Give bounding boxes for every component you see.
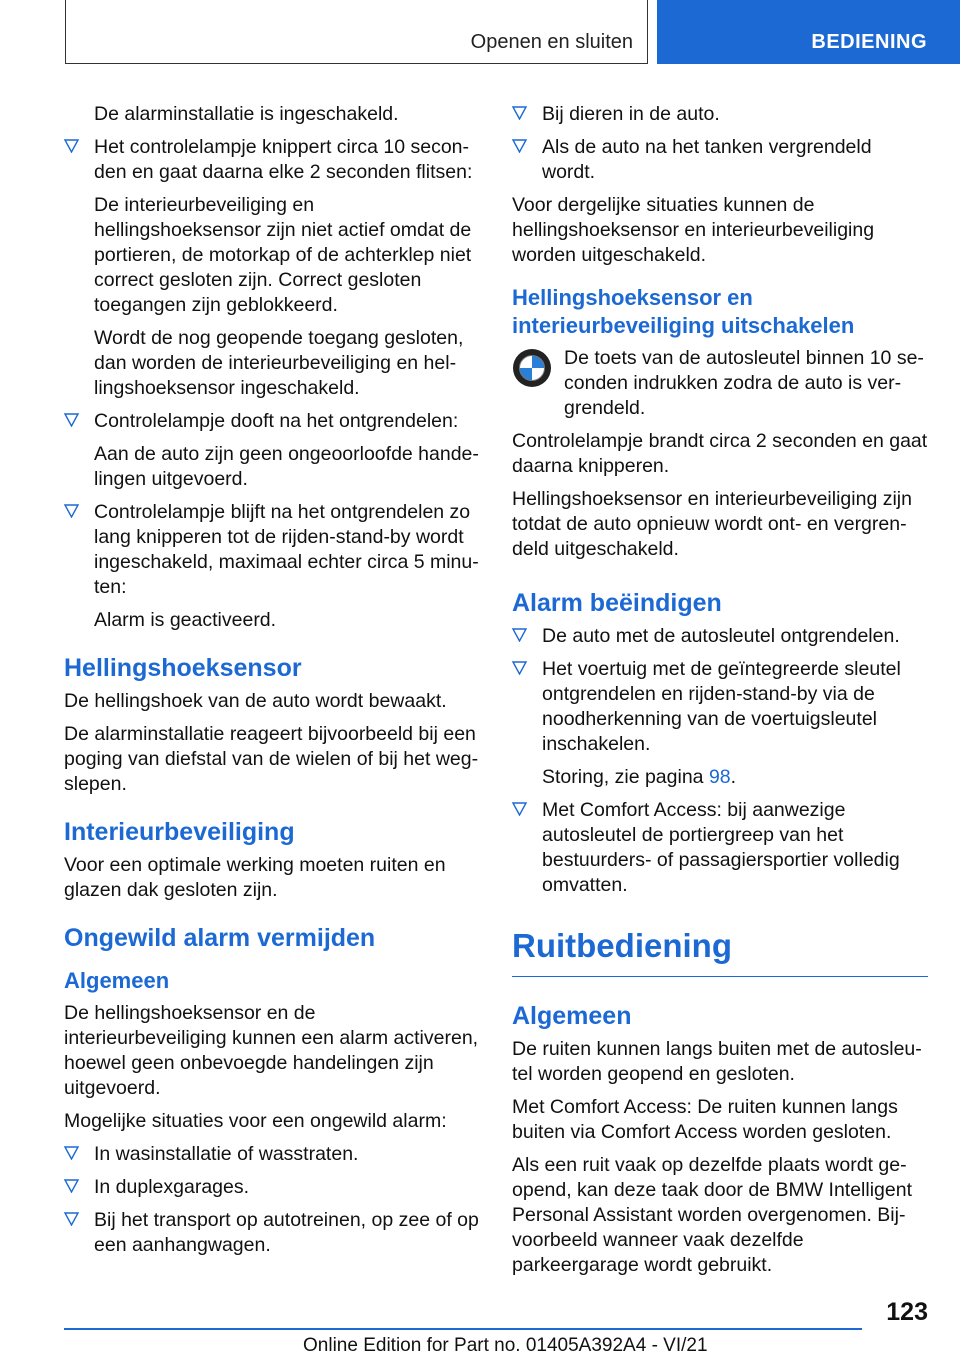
- chapter-title: BEDIENING: [811, 31, 927, 53]
- list-item: [512, 102, 928, 127]
- paragraph: Mogelijke situaties voor een ongewild alarm:: [64, 1110, 447, 1132]
- section-title: Openen en sluiten: [470, 31, 633, 53]
- triangle-bullet-icon: [512, 628, 527, 642]
- heading-tilt-sensor: Hellingshoeksensor: [64, 654, 302, 682]
- list-item-text: Het controlelampje knippert circa 10 seconden en gaat daarna elke 2 seconden flitsen:: [94, 136, 473, 183]
- paragraph: Met Comfort Access: De ruiten kunnen langs buiten via Comfort Access worden gesloten.: [512, 1096, 898, 1143]
- triangle-bullet-icon: [64, 1179, 79, 1193]
- edition-text: Online Edition for Part no. 01405A392A4 - VI/21: [303, 1335, 708, 1356]
- heading-general: Algemeen: [512, 1002, 632, 1030]
- paragraph: Als een ruit vaak op dezelfde plaats wordt geopend, kan deze taak door de BMW Intelligent Personal Assistant worden overgenomen. Bijvoorbeeld wanneer vaak dezelfde parkeergarage wordt gebruikt.: [512, 1154, 912, 1276]
- paragraph: Voor een optimale werking moeten ruiten en glazen dak gesloten zijn.: [64, 854, 446, 901]
- triangle-bullet-icon: [512, 802, 527, 816]
- paragraph: Wordt de nog geopende toegang gesloten, dan worden de interieurbeveiliging en hellingshoeksensor ingeschakeld.: [94, 327, 464, 399]
- paragraph: Alarm is geactiveerd.: [94, 609, 277, 631]
- list-item-text: De auto met de autosleutel ontgrendelen.: [542, 625, 900, 647]
- list-item-text: Als de auto na het tanken vergrendeld wordt.: [542, 136, 872, 183]
- reference-suffix: .: [730, 766, 737, 788]
- list-item: [64, 1175, 480, 1200]
- paragraph: De interieurbeveiliging en hellingshoeksensor zijn niet actief omdat de portieren, de motorkap of de achterklep niet correct gesloten zijn. Correct gesloten toegangen zijn geblokkeerd.: [94, 194, 472, 316]
- list-item-text: Bij dieren in de auto.: [542, 103, 720, 125]
- triangle-bullet-icon: [64, 413, 79, 427]
- list-item: [64, 500, 480, 600]
- left-column: [64, 102, 480, 1266]
- page-link[interactable]: 98: [708, 766, 731, 788]
- paragraph: Voor dergelijke situaties kunnen de hellingshoeksensor en interieurbeveiliging worden uitgeschakeld.: [512, 194, 875, 266]
- logo-paragraph: [512, 346, 928, 421]
- paragraph: Controlelampje brandt circa 2 seconden en gaat daarna knipperen.: [512, 430, 928, 477]
- triangle-bullet-icon: [512, 106, 527, 120]
- header-section-tab: [65, 0, 648, 64]
- list-item: [512, 798, 928, 898]
- heading-avoid-unwanted-alarm: Ongewild alarm vermijden: [64, 924, 376, 952]
- triangle-bullet-icon: [512, 139, 527, 153]
- list-item: [512, 657, 928, 757]
- page-number: 123: [886, 1298, 928, 1326]
- list-item-text: In wasinstallatie of wasstraten.: [94, 1143, 359, 1165]
- list-item-text: Het voertuig met de geïntegreerde sleutel ontgrendelen en rijden-stand-by via de noodherkenning van de voertuigsleutel inschakelen.: [542, 658, 901, 755]
- paragraph: Aan de auto zijn geen ongeoorloofde handelingen uitgevoerd.: [94, 443, 479, 490]
- heading-end-alarm: Alarm beëindigen: [512, 589, 722, 617]
- heading-window-operation: Ruitbediening: [512, 926, 928, 977]
- paragraph: [542, 765, 928, 790]
- paragraph: De alarminstallatie is ingeschakeld.: [94, 103, 399, 125]
- reference-text: Storing, zie pagina: [542, 766, 709, 788]
- list-item-text: In duplexgarages.: [94, 1176, 250, 1198]
- list-item-text: Controlelampje blijft na het ontgrendelen zo lang knipperen tot de rijden-stand-by wordt ingeschakeld, maximaal echter circa 5 minuten:: [94, 501, 479, 598]
- list-item: [64, 409, 480, 434]
- bmw-logo-icon: [512, 348, 552, 388]
- list-item-text: Controlelampje dooft na het ontgrendelen:: [94, 410, 459, 432]
- heading-general: Algemeen: [64, 968, 170, 993]
- list-item: [512, 624, 928, 649]
- header-chapter-tab: [657, 0, 960, 64]
- triangle-bullet-icon: [64, 1212, 79, 1226]
- paragraph: De toets van de autosleutel binnen 10 seconden indrukken zodra de auto is vergrendeld.: [564, 347, 924, 419]
- list-item: [64, 135, 480, 185]
- triangle-bullet-icon: [512, 661, 527, 675]
- triangle-bullet-icon: [64, 504, 79, 518]
- paragraph: De hellingshoek van de auto wordt bewaakt.: [64, 690, 447, 712]
- list-item: [512, 135, 928, 185]
- paragraph: De ruiten kunnen langs buiten met de autosleutel worden geopend en gesloten.: [512, 1038, 922, 1085]
- paragraph: Hellingshoeksensor en interieurbeveiliging zijn totdat de auto opnieuw wordt ont- en vergrendeld uitgeschakeld.: [512, 488, 912, 560]
- list-item-text: Bij het transport op autotreinen, op zee of op een aanhangwagen.: [94, 1209, 479, 1256]
- list-item: [64, 1208, 480, 1258]
- heading-switch-off: Hellingshoeksensor en interieurbeveiliging uitschakelen: [512, 285, 855, 338]
- triangle-bullet-icon: [64, 1146, 79, 1160]
- paragraph: De hellingshoeksensor en de interieurbeveiliging kunnen een alarm activeren, hoewel geen onbevoegde handelingen zijn uitgevoerd.: [64, 1002, 479, 1099]
- footer-divider: [64, 1328, 862, 1330]
- paragraph: De alarminstallatie reageert bijvoorbeeld bij een poging van diefstal van de wielen of bij het wegslepen.: [64, 723, 479, 795]
- list-item: [64, 1142, 480, 1167]
- right-column: [512, 102, 928, 1286]
- list-item-text: Met Comfort Access: bij aanwezige autosleutel de portiergreep van het bestuurders- of passagiersportier volledig omvatten.: [542, 799, 900, 896]
- heading-interior-protection: Interieurbeveiliging: [64, 818, 295, 846]
- triangle-bullet-icon: [64, 139, 79, 153]
